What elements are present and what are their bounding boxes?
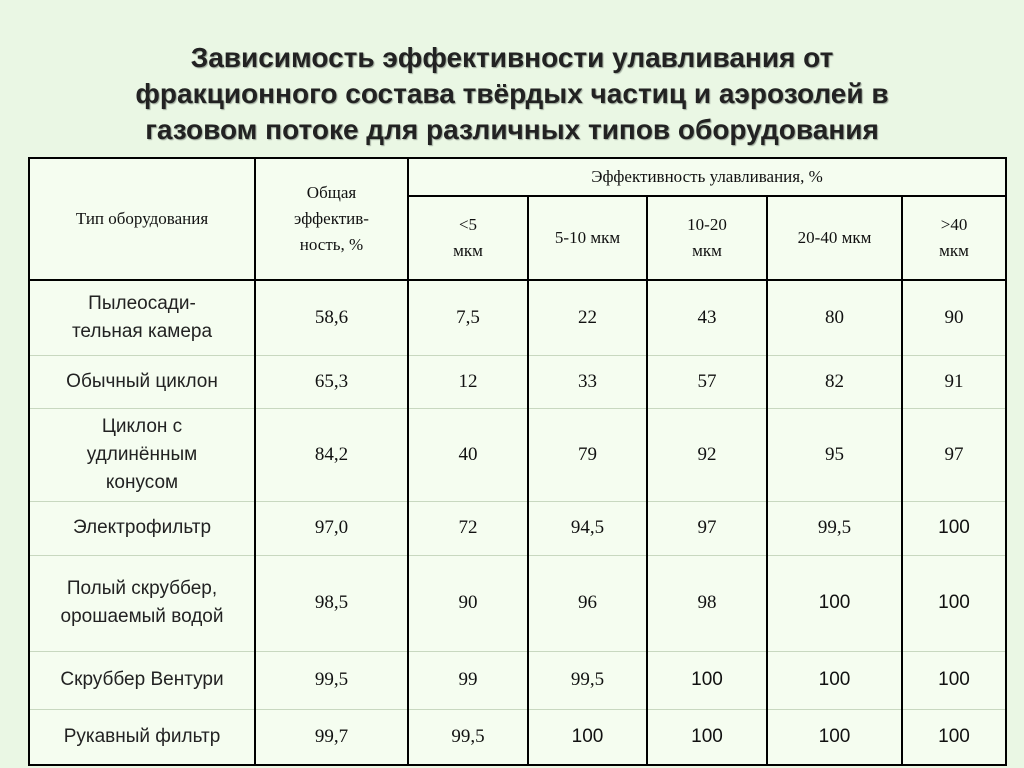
efficiency-cell: 90 [408,555,528,651]
efficiency-cell: 22 [528,280,647,355]
efficiency-cell: 90 [902,280,1006,355]
efficiency-cell: 100 [528,709,647,765]
header-equipment-type: Тип оборудования [29,158,255,280]
efficiency-cell: 40 [408,408,528,501]
efficiency-cell: 33 [528,355,647,408]
efficiency-cell: 99 [408,651,528,709]
efficiency-cell: 43 [647,280,767,355]
efficiency-cell: 92 [647,408,767,501]
total-efficiency-cell: 97,0 [255,501,408,555]
efficiency-cell: 99,5 [767,501,902,555]
efficiency-cell: 100 [647,709,767,765]
efficiency-cell: 91 [902,355,1006,408]
title-line-2: фракционного состава твёрдых частиц и аэрозолей в [135,78,889,109]
efficiency-cell: 100 [902,555,1006,651]
equipment-name: Циклон с удлинённым конусом [29,408,255,501]
efficiency-cell: 96 [528,555,647,651]
table-row [29,651,1006,709]
efficiency-cell: 100 [767,555,902,651]
efficiency-cell: 95 [767,408,902,501]
efficiency-cell: 100 [767,709,902,765]
efficiency-cell: 7,5 [408,280,528,355]
total-efficiency-cell: 65,3 [255,355,408,408]
efficiency-cell: 100 [902,709,1006,765]
total-efficiency-cell: 98,5 [255,555,408,651]
total-efficiency-cell: 99,7 [255,709,408,765]
efficiency-cell: 80 [767,280,902,355]
efficiency-cell: 98 [647,555,767,651]
efficiency-cell: 94,5 [528,501,647,555]
total-efficiency-cell: 84,2 [255,408,408,501]
efficiency-cell: 72 [408,501,528,555]
equipment-name: Рукавный фильтр [29,709,255,765]
efficiency-cell: 97 [647,501,767,555]
header-size-20-40: 20-40 мкм [767,196,902,280]
efficiency-cell: 100 [767,651,902,709]
efficiency-cell: 99,5 [528,651,647,709]
efficiency-cell: 97 [902,408,1006,501]
header-size-10-20: 10-20 мкм [647,196,767,280]
header-size-gt40: >40 мкм [902,196,1006,280]
equipment-name: Полый скруббер, орошаемый водой [29,555,255,651]
efficiency-cell: 12 [408,355,528,408]
header-size-5-10: 5-10 мкм [528,196,647,280]
efficiency-cell: 100 [902,651,1006,709]
page-title [0,40,1024,148]
table-row [29,408,1006,501]
efficiency-cell: 57 [647,355,767,408]
table-row [29,501,1006,555]
equipment-name: Электрофильтр [29,501,255,555]
efficiency-cell: 82 [767,355,902,408]
equipment-name: Обычный циклон [29,355,255,408]
efficiency-cell: 100 [902,501,1006,555]
efficiency-cell: 79 [528,408,647,501]
equipment-name: Скруббер Вентури [29,651,255,709]
header-size-lt5: <5 мкм [408,196,528,280]
table-row [29,709,1006,765]
total-efficiency-cell: 99,5 [255,651,408,709]
table-row [29,280,1006,355]
title-line-3: газовом потоке для различных типов оборудования [145,114,879,145]
efficiency-cell: 100 [647,651,767,709]
efficiency-cell: 99,5 [408,709,528,765]
total-efficiency-cell: 58,6 [255,280,408,355]
table-row [29,555,1006,651]
table-row [29,355,1006,408]
efficiency-table [28,157,1007,766]
equipment-name: Пылеосади- тельная камера [29,280,255,355]
title-line-1: Зависимость эффективности улавливания от [190,42,834,73]
header-total-efficiency: Общая эффектив- ность, % [255,158,408,280]
header-efficiency-group: Эффективность улавливания, % [408,158,1006,196]
